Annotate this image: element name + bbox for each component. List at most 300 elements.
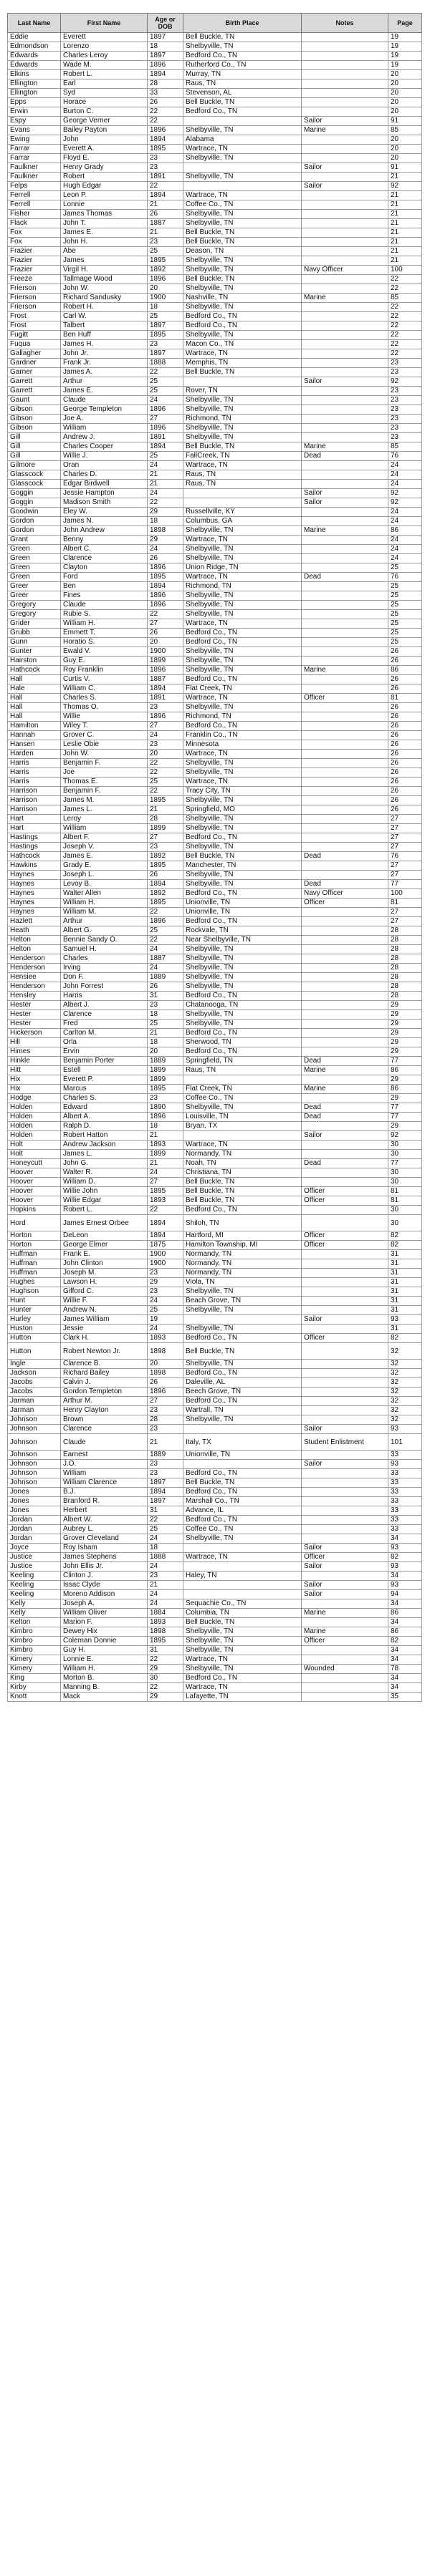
last-name-cell: Edmondson <box>8 42 61 52</box>
birth-place-cell <box>183 1460 302 1469</box>
first-name-cell: Claude <box>61 1434 148 1451</box>
last-name-cell: Ingle <box>8 1360 61 1369</box>
table-row <box>8 675 422 684</box>
age-dob-cell: 22 <box>148 787 183 796</box>
table-row <box>8 126 422 135</box>
page-cell: 23 <box>388 415 422 424</box>
notes-cell <box>302 1572 388 1581</box>
birth-place-cell: Bedford Co., TN <box>183 1516 302 1525</box>
last-name-cell: Kirby <box>8 1683 61 1693</box>
notes-cell: Navy Officer <box>302 889 388 899</box>
table-row <box>8 1315 422 1325</box>
last-name-cell: Elkins <box>8 70 61 79</box>
notes-cell: Sailor <box>302 1562 388 1572</box>
page-cell: 77 <box>388 1103 422 1113</box>
page-cell: 32 <box>388 1388 422 1397</box>
first-name-cell: Benjamin Porter <box>61 1057 148 1066</box>
first-name-cell: Bailey Payton <box>61 126 148 135</box>
table-row <box>8 824 422 833</box>
age-dob-cell: 20 <box>148 638 183 647</box>
last-name-cell: Knott <box>8 1693 61 1702</box>
notes-cell <box>302 1506 388 1516</box>
last-name-cell: Haynes <box>8 908 61 917</box>
last-name-cell: Hale <box>8 684 61 694</box>
table-row <box>8 228 422 238</box>
last-name-cell: Epps <box>8 98 61 107</box>
age-dob-cell: 24 <box>148 396 183 405</box>
table-row <box>8 1020 422 1029</box>
first-name-cell: Clinton J. <box>61 1572 148 1581</box>
last-name-cell: Gill <box>8 442 61 452</box>
birth-place-cell: Wartrace, TN <box>183 1553 302 1562</box>
header-notes: Notes <box>302 14 388 33</box>
birth-place-cell: Deason, TN <box>183 247 302 256</box>
age-dob-cell: 1889 <box>148 1057 183 1066</box>
first-name-cell: Arthur M. <box>61 1397 148 1406</box>
birth-place-cell: Bell Buckle, TN <box>183 238 302 247</box>
first-name-cell: Samuel H. <box>61 945 148 954</box>
last-name-cell: Farrar <box>8 145 61 154</box>
page-cell: 20 <box>388 89 422 98</box>
table-row <box>8 992 422 1001</box>
notes-cell <box>302 368 388 377</box>
last-name-cell: Frazier <box>8 266 61 275</box>
first-name-cell: Willie John <box>61 1187 148 1196</box>
age-dob-cell: 27 <box>148 722 183 731</box>
birth-place-cell: Wartrace, TN <box>183 1683 302 1693</box>
page-cell: 27 <box>388 908 422 917</box>
age-dob-cell: 18 <box>148 42 183 52</box>
birth-place-cell: Shelbyville, TN <box>183 424 302 433</box>
last-name-cell: Hughes <box>8 1278 61 1287</box>
birth-place-cell: Shelbyville, TN <box>183 796 302 805</box>
birth-place-cell: Bryan, TX <box>183 1122 302 1131</box>
first-name-cell: Charles <box>61 954 148 964</box>
birth-place-cell: Bedford Co., TN <box>183 1469 302 1478</box>
last-name-cell: Hannah <box>8 731 61 740</box>
first-name-cell: Oran <box>61 461 148 470</box>
table-row <box>8 256 422 266</box>
table-row <box>8 1038 422 1047</box>
first-name-cell: Albert G. <box>61 926 148 936</box>
notes-cell <box>302 52 388 61</box>
page-cell: 93 <box>388 1460 422 1469</box>
page-cell: 100 <box>388 266 422 275</box>
age-dob-cell: 1900 <box>148 647 183 657</box>
page-cell: 24 <box>388 545 422 554</box>
last-name-cell: Honeycutt <box>8 1159 61 1168</box>
first-name-cell: Marion F. <box>61 1618 148 1627</box>
birth-place-cell <box>183 1425 302 1434</box>
first-name-cell: James Thomas <box>61 210 148 219</box>
first-name-cell: William <box>61 824 148 833</box>
page-cell: 26 <box>388 750 422 759</box>
last-name-cell: Harrison <box>8 796 61 805</box>
age-dob-cell: 25 <box>148 387 183 396</box>
table-row <box>8 1215 422 1231</box>
page-cell: 32 <box>388 1415 422 1425</box>
page-cell: 26 <box>388 647 422 657</box>
age-dob-cell: 23 <box>148 154 183 163</box>
table-row <box>8 70 422 79</box>
age-dob-cell: 22 <box>148 1516 183 1525</box>
age-dob-cell: 1894 <box>148 135 183 145</box>
page-cell: 21 <box>388 191 422 200</box>
last-name-cell: Gibson <box>8 415 61 424</box>
age-dob-cell: 1899 <box>148 824 183 833</box>
first-name-cell: Everett P. <box>61 1075 148 1085</box>
page-cell: 93 <box>388 1315 422 1325</box>
first-name-cell: Ewald V. <box>61 647 148 657</box>
notes-cell <box>302 861 388 871</box>
table-row <box>8 489 422 498</box>
age-dob-cell: 1895 <box>148 899 183 908</box>
age-dob-cell: 23 <box>148 163 183 173</box>
first-name-cell: Moreno Addison <box>61 1590 148 1599</box>
last-name-cell: Gunn <box>8 638 61 647</box>
last-name-cell: Gordon <box>8 517 61 526</box>
notes-cell <box>302 1075 388 1085</box>
age-dob-cell: 25 <box>148 926 183 936</box>
table-row <box>8 1029 422 1038</box>
first-name-cell: James E. <box>61 387 148 396</box>
birth-place-cell: Normandy, TN <box>183 1269 302 1278</box>
birth-place-cell: Minnesota <box>183 740 302 750</box>
notes-cell <box>302 1397 388 1406</box>
age-dob-cell: 23 <box>148 1406 183 1415</box>
last-name-cell: Gunter <box>8 647 61 657</box>
table-row <box>8 1637 422 1646</box>
first-name-cell: Clarence <box>61 554 148 563</box>
notes-cell <box>302 638 388 647</box>
notes-cell <box>302 1141 388 1150</box>
page-cell: 82 <box>388 1637 422 1646</box>
notes-cell <box>302 936 388 945</box>
table-row <box>8 1618 422 1627</box>
first-name-cell: Joe A. <box>61 415 148 424</box>
page-cell: 24 <box>388 536 422 545</box>
age-dob-cell: 1896 <box>148 275 183 284</box>
birth-place-cell: Shelbyville, TN <box>183 964 302 973</box>
birth-place-cell: Shelbyville, TN <box>183 843 302 852</box>
birth-place-cell: Shelbyville, TN <box>183 219 302 228</box>
table-row <box>8 1168 422 1178</box>
last-name-cell: Gardner <box>8 359 61 368</box>
birth-place-cell: Wartrace, TN <box>183 778 302 787</box>
page-cell: 22 <box>388 303 422 312</box>
last-name-cell: Jones <box>8 1497 61 1506</box>
age-dob-cell: 1894 <box>148 442 183 452</box>
page-cell: 91 <box>388 117 422 126</box>
notes-cell <box>302 805 388 815</box>
notes-cell <box>302 1010 388 1020</box>
age-dob-cell: 24 <box>148 945 183 954</box>
first-name-cell: Albert W. <box>61 1516 148 1525</box>
birth-place-cell: Bedford Co., TN <box>183 1047 302 1057</box>
table-row <box>8 340 422 349</box>
first-name-cell: Edgar Birdwell <box>61 480 148 489</box>
page-cell: 26 <box>388 731 422 740</box>
table-row <box>8 973 422 982</box>
birth-place-cell: Manchester, TN <box>183 861 302 871</box>
birth-place-cell: Rover, TN <box>183 387 302 396</box>
last-name-cell: Faulkner <box>8 163 61 173</box>
page-cell: 27 <box>388 843 422 852</box>
table-row <box>8 1525 422 1534</box>
table-row <box>8 1460 422 1469</box>
table-row <box>8 1665 422 1674</box>
page-cell: 21 <box>388 256 422 266</box>
age-dob-cell: 29 <box>148 508 183 517</box>
table-row <box>8 703 422 712</box>
age-dob-cell: 1894 <box>148 1488 183 1497</box>
first-name-cell: Ben Huff <box>61 331 148 340</box>
page-cell: 29 <box>388 1075 422 1085</box>
page-cell: 30 <box>388 1206 422 1215</box>
table-row <box>8 1113 422 1122</box>
page-cell: 25 <box>388 638 422 647</box>
last-name-cell: Hawkins <box>8 861 61 871</box>
last-name-cell: Eddie <box>8 33 61 42</box>
table-row <box>8 1562 422 1572</box>
table-row <box>8 1646 422 1655</box>
last-name-cell: Erwin <box>8 107 61 117</box>
birth-place-cell: Viola, TN <box>183 1278 302 1287</box>
page-cell: 32 <box>388 1369 422 1378</box>
page-cell: 29 <box>388 1010 422 1020</box>
first-name-cell: John T. <box>61 219 148 228</box>
page-cell: 101 <box>388 1434 422 1451</box>
last-name-cell: Johnson <box>8 1469 61 1478</box>
first-name-cell: Willie <box>61 712 148 722</box>
first-name-cell: James L. <box>61 1150 148 1159</box>
age-dob-cell: 1889 <box>148 1451 183 1460</box>
first-name-cell: Arthur <box>61 917 148 926</box>
first-name-cell: John Andrew <box>61 526 148 536</box>
notes-cell: Sailor <box>302 1315 388 1325</box>
last-name-cell: Holden <box>8 1103 61 1113</box>
table-row <box>8 880 422 889</box>
table-row <box>8 601 422 610</box>
last-name-cell: Green <box>8 545 61 554</box>
page-cell: 20 <box>388 98 422 107</box>
birth-place-cell: Wartrace, TN <box>183 1141 302 1150</box>
birth-place-cell: Shelbyville, TN <box>183 1287 302 1297</box>
age-dob-cell: 1896 <box>148 424 183 433</box>
notes-cell <box>302 1406 388 1415</box>
first-name-cell: Fines <box>61 591 148 601</box>
notes-cell: Officer <box>302 1637 388 1646</box>
age-dob-cell: 1894 <box>148 582 183 591</box>
last-name-cell: Gallagher <box>8 349 61 359</box>
first-name-cell: William D. <box>61 1178 148 1187</box>
birth-place-cell: Shelbyville, TN <box>183 126 302 135</box>
first-name-cell: Eley W. <box>61 508 148 517</box>
notes-cell <box>302 470 388 480</box>
last-name-cell: Hutton <box>8 1334 61 1343</box>
age-dob-cell: 23 <box>148 843 183 852</box>
notes-cell <box>302 1516 388 1525</box>
table-row <box>8 908 422 917</box>
table-row <box>8 619 422 629</box>
first-name-cell: Jessie Hampton <box>61 489 148 498</box>
age-dob-cell: 26 <box>148 98 183 107</box>
first-name-cell: Clarence B. <box>61 1360 148 1369</box>
birth-place-cell: Shelbyville, TN <box>183 433 302 442</box>
table-row <box>8 52 422 61</box>
page-cell: 28 <box>388 992 422 1001</box>
age-dob-cell: 23 <box>148 1269 183 1278</box>
birth-place-cell: Shelbyville, TN <box>183 666 302 675</box>
age-dob-cell: 1884 <box>148 1609 183 1618</box>
first-name-cell: James William <box>61 1315 148 1325</box>
last-name-cell: Hall <box>8 694 61 703</box>
first-name-cell: Dewey Hix <box>61 1627 148 1637</box>
birth-place-cell: Shelbyville, TN <box>183 973 302 982</box>
age-dob-cell: 26 <box>148 1378 183 1388</box>
birth-place-cell: Wartrace, TN <box>183 1655 302 1665</box>
first-name-cell: Ervin <box>61 1047 148 1057</box>
notes-cell <box>302 629 388 638</box>
last-name-cell: Faulkner <box>8 173 61 182</box>
notes-cell <box>302 731 388 740</box>
header-first-name: First Name <box>61 14 148 33</box>
page-cell: 85 <box>388 126 422 135</box>
page-cell: 22 <box>388 312 422 321</box>
last-name-cell: Ferrell <box>8 200 61 210</box>
table-row <box>8 1010 422 1020</box>
birth-place-cell: Shelbyville, TN <box>183 610 302 619</box>
birth-place-cell: Bell Buckle, TN <box>183 442 302 452</box>
table-row <box>8 107 422 117</box>
first-name-cell: George Templeton <box>61 405 148 415</box>
page-cell: 82 <box>388 1241 422 1250</box>
birth-place-cell: Bedford Co., TN <box>183 52 302 61</box>
last-name-cell: Harris <box>8 759 61 768</box>
age-dob-cell: 22 <box>148 908 183 917</box>
birth-place-cell <box>183 377 302 387</box>
table-row <box>8 796 422 805</box>
first-name-cell: Benjamin F. <box>61 759 148 768</box>
page-cell: 34 <box>388 1618 422 1627</box>
page-cell: 21 <box>388 228 422 238</box>
first-name-cell: Thomas E. <box>61 778 148 787</box>
notes-cell <box>302 89 388 98</box>
last-name-cell: Holden <box>8 1122 61 1131</box>
page-cell: 24 <box>388 508 422 517</box>
last-name-cell: Hairston <box>8 657 61 666</box>
notes-cell <box>302 1488 388 1497</box>
notes-cell: Dead <box>302 1113 388 1122</box>
age-dob-cell: 18 <box>148 517 183 526</box>
page-cell: 31 <box>388 1278 422 1287</box>
table-row <box>8 1085 422 1094</box>
birth-place-cell: Shelbyville, TN <box>183 173 302 182</box>
first-name-cell: Herbert <box>61 1506 148 1516</box>
age-dob-cell: 1895 <box>148 331 183 340</box>
table-row <box>8 1572 422 1581</box>
age-dob-cell: 27 <box>148 1178 183 1187</box>
notes-cell <box>302 1646 388 1655</box>
age-dob-cell: 18 <box>148 1010 183 1020</box>
first-name-cell: Madison Smith <box>61 498 148 508</box>
first-name-cell: Orla <box>61 1038 148 1047</box>
last-name-cell: Evans <box>8 126 61 135</box>
table-row <box>8 470 422 480</box>
birth-place-cell: Bedford Co., TN <box>183 1206 302 1215</box>
notes-cell: Sailor <box>302 182 388 191</box>
last-name-cell: Greer <box>8 582 61 591</box>
notes-cell <box>302 833 388 843</box>
first-name-cell: John <box>61 135 148 145</box>
last-name-cell: Kelly <box>8 1609 61 1618</box>
notes-cell: Officer <box>302 1334 388 1343</box>
last-name-cell: Fugitt <box>8 331 61 340</box>
last-name-cell: Garrett <box>8 377 61 387</box>
birth-place-cell: Richmond, TN <box>183 712 302 722</box>
page-cell: 86 <box>388 1066 422 1075</box>
age-dob-cell: 22 <box>148 936 183 945</box>
notes-cell <box>302 657 388 666</box>
last-name-cell: Green <box>8 554 61 563</box>
age-dob-cell: 24 <box>148 1297 183 1306</box>
last-name-cell: Frost <box>8 321 61 331</box>
birth-place-cell: Raus, TN <box>183 79 302 89</box>
age-dob-cell: 22 <box>148 1683 183 1693</box>
first-name-cell: William Oliver <box>61 1609 148 1618</box>
last-name-cell: Frierson <box>8 303 61 312</box>
birth-place-cell: Shelbyville, TN <box>183 1306 302 1315</box>
first-name-cell: Richard Sandusky <box>61 294 148 303</box>
birth-place-cell: Hamilton Township, MI <box>183 1241 302 1250</box>
last-name-cell: Fuqua <box>8 340 61 349</box>
first-name-cell: Willie Edgar <box>61 1196 148 1206</box>
age-dob-cell: 25 <box>148 1306 183 1315</box>
last-name-cell: Goodwin <box>8 508 61 517</box>
notes-cell <box>302 1369 388 1378</box>
page-cell: 86 <box>388 1609 422 1618</box>
notes-cell: Officer <box>302 899 388 908</box>
page-cell: 29 <box>388 1029 422 1038</box>
table-row <box>8 1369 422 1378</box>
notes-cell <box>302 238 388 247</box>
age-dob-cell: 1897 <box>148 321 183 331</box>
notes-cell <box>302 98 388 107</box>
notes-cell <box>302 787 388 796</box>
birth-place-cell: Franklin Co., TN <box>183 731 302 740</box>
page-cell: 26 <box>388 740 422 750</box>
notes-cell <box>302 796 388 805</box>
page-cell: 77 <box>388 1113 422 1122</box>
notes-cell <box>302 601 388 610</box>
notes-cell <box>302 340 388 349</box>
page-cell: 26 <box>388 684 422 694</box>
last-name-cell: Goggin <box>8 489 61 498</box>
birth-place-cell: Bedford Co., TN <box>183 638 302 647</box>
page-cell: 31 <box>388 1259 422 1269</box>
birth-place-cell: Beech Grove, TN <box>183 1388 302 1397</box>
page-cell: 20 <box>388 107 422 117</box>
notes-cell: Student Enlistment <box>302 1434 388 1451</box>
birth-place-cell: Shiloh, TN <box>183 1215 302 1231</box>
age-dob-cell: 22 <box>148 368 183 377</box>
age-dob-cell: 1887 <box>148 219 183 228</box>
notes-cell <box>302 331 388 340</box>
first-name-cell: Roy Isham <box>61 1544 148 1553</box>
age-dob-cell: 1896 <box>148 1388 183 1397</box>
last-name-cell: Hensley <box>8 992 61 1001</box>
birth-place-cell: Unionville, TN <box>183 908 302 917</box>
